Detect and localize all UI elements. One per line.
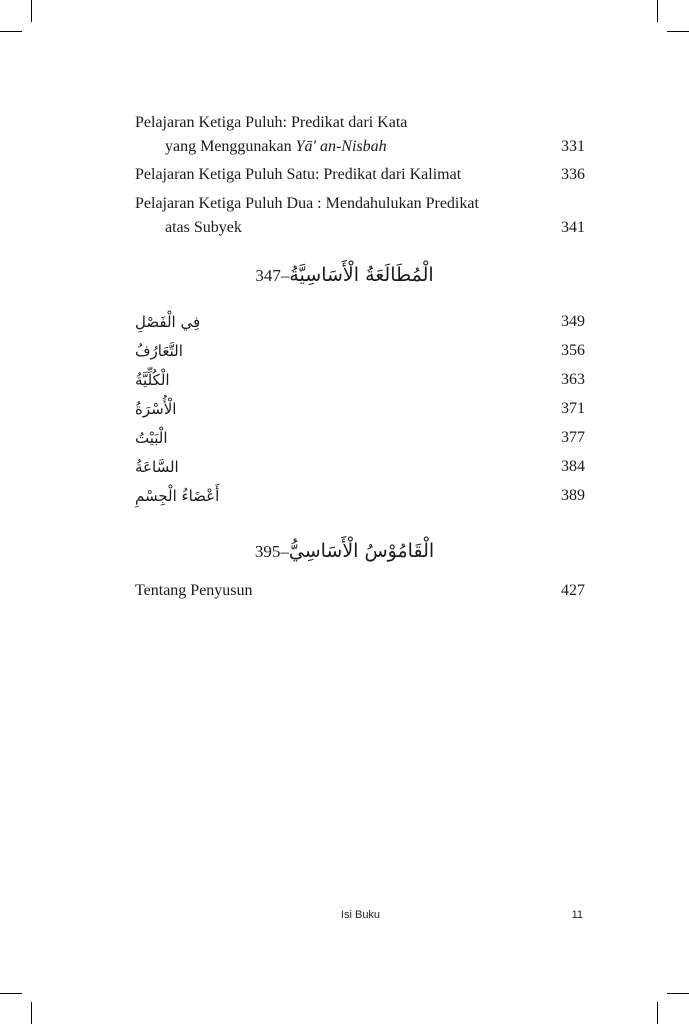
toc-entry-title-arabic: الْأُسْرَةُ [135,400,177,418]
toc-entry-title: Pelajaran Ketiga Puluh Dua : Mendahulukan Predikat [135,195,479,212]
section-heading[interactable] [0,538,689,565]
toc-entry-title-arabic: التَّعَارُفُ [135,342,183,360]
section-page-number: 347– [255,266,290,285]
toc-entry-title-continued: yang Menggunakan Yā' an-Nisbah [165,138,387,155]
toc-page-number: 349 [561,313,585,330]
toc-page-number: 363 [561,371,585,388]
toc-entry-title: Tentang Penyusun [135,582,253,599]
toc-page-number: 356 [561,342,585,359]
toc-entry[interactable] [135,165,585,185]
section-heading[interactable] [0,262,689,289]
toc-page-number: 384 [561,458,585,475]
toc-entry-title-arabic: أَعْضَاءُ الْجِسْمِ [135,487,220,505]
toc-entry-title-continued: atas Subyek [165,219,242,236]
toc-entry-title-arabic: الْبَيْتُ [135,429,168,447]
crop-mark [657,1002,658,1024]
section-title-arabic: الْقَامُوْسُ الْأَسَاسِيُّ [288,540,435,562]
toc-entry-title-arabic: فِي الْفَصْلِ [135,313,201,331]
crop-mark [0,993,22,994]
toc-entry-title: Pelajaran Ketiga Puluh Satu: Predikat dari Kalimat [135,166,462,183]
toc-entry-title-arabic: الْكُلِّيَّةُ [135,371,170,389]
crop-mark [657,0,658,22]
toc-entry[interactable] [135,113,585,157]
toc-entry-title: Pelajaran Ketiga Puluh: Predikat dari Kata [135,114,408,131]
running-footer-title: Isi Buku [340,909,381,921]
toc-page-number: 371 [561,400,585,417]
toc-page-number: 331 [561,138,585,155]
crop-mark [667,31,689,32]
toc-page-number: 377 [561,429,585,446]
section-title-arabic: الْمُطَالَعَةُ الْأَسَاسِيَّةُ [289,264,434,286]
crop-mark [0,31,22,32]
toc-page-number: 336 [561,166,585,183]
toc-page-number: 427 [561,582,585,599]
toc-entry-title-arabic: السَّاعَةُ [135,458,179,476]
section-page-number: 395– [254,542,289,561]
toc-page-number: 341 [561,219,585,236]
toc-entry[interactable] [135,194,585,238]
toc-page-number: 389 [561,487,585,504]
page-number: 11 [571,909,583,921]
crop-mark [31,1002,32,1024]
crop-mark [31,0,32,22]
crop-mark [667,993,689,994]
